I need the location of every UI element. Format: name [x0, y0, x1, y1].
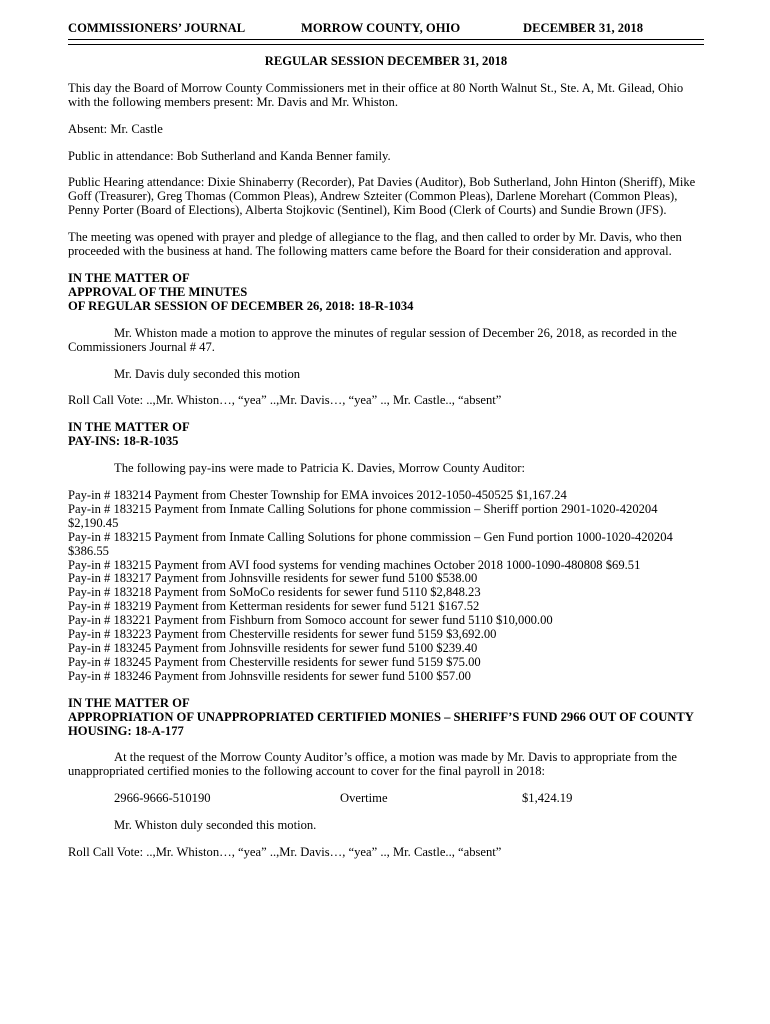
payin-item: Pay-in # 183223 Payment from Chesterville residents for sewer fund 5159 $3,692.00	[68, 627, 497, 642]
public-attendance: Public in attendance: Bob Sutherland and Kanda Benner family.	[68, 148, 391, 163]
header-journal-name: COMMISSIONERS’ JOURNAL	[68, 21, 246, 35]
payin-item: Pay-in # 183215 Payment from Inmate Calling Solutions for phone commission – Sheriff portion 2901-1020-420204 $2,190.45	[68, 501, 658, 530]
matter-payins	[68, 421, 704, 683]
hearing-attendance: Public Hearing attendance: Dixie Shinaberry (Recorder), Pat Davies (Auditor), Bob Sutherland, John Hinton (Sheriff), Mike Goff (Treasurer), Greg Thomas (Common Pleas), Andrew Szteiter (Common Pleas), Darlene Morehart (Common Pleas), Penny Porter (Board of Elections), Alberta Stojkovic (Sentinel), Kim Bood (Clerk of Courts) and Sundie Brown (JFS).	[68, 175, 696, 218]
payin-item: Pay-in # 183214 Payment from Chester Township for EMA invoices 2012-1050-450525 $1,167.24	[68, 488, 567, 503]
journal-page	[68, 22, 704, 860]
second-text: Mr. Davis duly seconded this motion	[114, 366, 301, 381]
matter-heading: OF REGULAR SESSION OF DECEMBER 26, 2018: 18-R-1034	[68, 298, 414, 313]
header-date: DECEMBER 31, 2018	[523, 21, 643, 35]
header-divider	[68, 39, 704, 45]
intro-paragraph: This day the Board of Morrow County Commissioners met in their office at 80 North Walnut St., Ste. A, Mt. Gilead, Ohio with the following members present: Mr. Davis and Mr. Whiston.	[68, 80, 684, 109]
payins-list	[68, 489, 704, 684]
payin-item: Pay-in # 183215 Payment from Inmate Calling Solutions for phone commission – Gen Fund portion 1000-1020-420204 $386.55	[68, 529, 673, 558]
journal-header	[68, 22, 704, 36]
roll-call-vote: Roll Call Vote: ..,Mr. Whiston…, “yea” ..,Mr. Davis…, “yea” .., Mr. Castle.., “absent”	[68, 845, 502, 860]
session-title: REGULAR SESSION DECEMBER 31, 2018	[264, 53, 508, 68]
matter-heading: PAY-INS: 18-R-1035	[68, 434, 179, 449]
motion-text: Mr. Whiston made a motion to approve the minutes of regular session of December 26, 2018, as recorded in the Commissioners Journal # 47.	[68, 325, 677, 354]
matter-heading: IN THE MATTER OF	[68, 270, 190, 285]
payins-lead: The following pay-ins were made to Patricia K. Davies, Morrow County Auditor:	[114, 461, 525, 476]
payin-item: Pay-in # 183215 Payment from AVI food systems for vending machines October 2018 1000-1090-480808 $69.51	[68, 557, 641, 572]
opening-paragraph: The meeting was opened with prayer and pledge of allegiance to the flag, and then called to order by Mr. Davis, who then proceeded with the business at hand. The following matters came before the Board for their consideration and approval.	[68, 230, 682, 259]
second-text: Mr. Whiston duly seconded this motion.	[114, 818, 317, 833]
absent-line: Absent: Mr. Castle	[68, 121, 163, 136]
account-amount: $1,424.19	[522, 791, 573, 806]
matter-minutes	[68, 272, 704, 408]
matter-heading: IN THE MATTER OF	[68, 695, 190, 710]
payin-item: Pay-in # 183245 Payment from Chesterville residents for sewer fund 5159 $75.00	[68, 654, 481, 669]
account-number: 2966-9666-510190	[114, 791, 211, 806]
header-county: MORROW COUNTY, OHIO	[301, 21, 461, 35]
matter-heading: APPROPRIATION OF UNAPPROPRIATED CERTIFIED MONIES – SHERIFF’S FUND 2966 OUT OF COUNTY HOUSING: 18-A-177	[68, 709, 694, 738]
payin-item: Pay-in # 183246 Payment from Johnsville residents for sewer fund 5100 $57.00	[68, 668, 471, 683]
payin-item: Pay-in # 183218 Payment from SoMoCo residents for sewer fund 5110 $2,848.23	[68, 585, 481, 600]
appropriation-row	[68, 792, 704, 806]
roll-call-vote: Roll Call Vote: ..,Mr. Whiston…, “yea” ..,Mr. Davis…, “yea” .., Mr. Castle.., “absent”	[68, 393, 502, 408]
matter-heading: IN THE MATTER OF	[68, 420, 190, 435]
matter-heading: APPROVAL OF THE MINUTES	[68, 284, 248, 299]
matter-appropriation	[68, 697, 704, 860]
account-description: Overtime	[340, 791, 388, 806]
payin-item: Pay-in # 183245 Payment from Johnsville residents for sewer fund 5100 $239.40	[68, 641, 478, 655]
payin-item: Pay-in # 183221 Payment from Fishburn from Somoco account for sewer fund 5110 $10,000.00	[68, 613, 553, 628]
payin-item: Pay-in # 183217 Payment from Johnsville residents for sewer fund 5100 $538.00	[68, 571, 478, 586]
payin-item: Pay-in # 183219 Payment from Ketterman residents for sewer fund 5121 $167.52	[68, 599, 480, 614]
motion-text: At the request of the Morrow County Auditor’s office, a motion was made by Mr. Davis to appropriate from the unappropriated certified monies to the following account to cover for the final payroll in 2018:	[68, 750, 677, 779]
